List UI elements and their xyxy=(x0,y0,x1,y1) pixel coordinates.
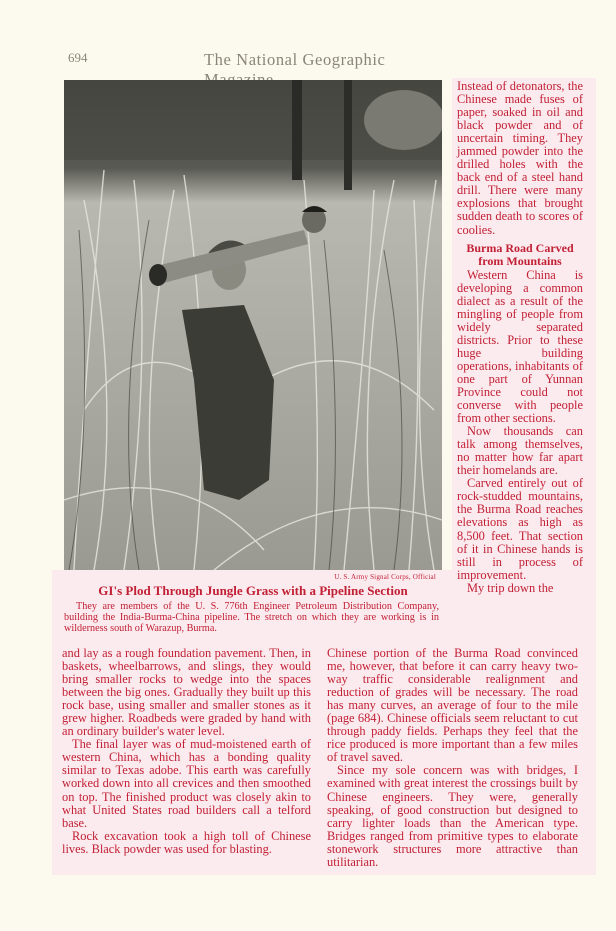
paragraph: Chinese portion of the Burma Road convinced me, however, that before it can carry heavy two-way traffic considerable realignment and reduction of grades will be necessary. The road has many curves, an average of four to the mile (page 684). Chinese officials seem reluctant to cut through paddy fields. Perhaps they feel that the rice produced is more important than a few miles of travel saved. xyxy=(327,646,578,765)
paragraph: and lay as a rough foundation pavement. Then, in baskets, wheelbarrows, and slings, they would bring smaller rocks to wedge into the spaces between the big ones. Gradually they built up this rock base, using smaller and smaller stones as it grew higher. Roadbeds were graded by hand with an ordinary builder's water level. xyxy=(62,646,311,739)
caption-title: GI's Plod Through Jungle Grass with a Pipeline Section xyxy=(98,583,408,598)
paragraph: Rock excavation took a high toll of Chinese lives. Black powder was used for blasting. xyxy=(62,828,311,856)
caption-text: They are members of the U. S. 776th Engineer Petroleum Distribution Company, building the India-Burma-China pipeline. The stretch on which they are working is in wilderness south of Warazup, Burma. xyxy=(64,601,439,634)
bottom-right-column xyxy=(327,647,578,869)
photo-credit: U. S. Army Signal Corps, Official xyxy=(334,573,436,581)
magazine-title: The National Geographic xyxy=(204,50,386,69)
section-heading xyxy=(457,242,583,268)
paragraph: Western China is developing a common dialect as a result of the mingling of people from widely separated districts. Prior to these huge building operations, inhabitants of one part of Yunnan Province could not converse with people from other sections. xyxy=(457,267,583,426)
paragraph: Now thousands can talk among themselves, no matter how far apart their homelands are. xyxy=(457,424,583,478)
photo-soldiers-in-jungle-grass xyxy=(64,80,442,570)
paragraph: The final layer was of mud-moistened earth of western China, which has a bonding quality similar to Texas adobe. This earth was carefully worked down into all crevices and then smoothed on top. The finished product was closely akin to what United States road builders call a telford base. xyxy=(62,737,311,830)
caption-body xyxy=(64,601,439,634)
paragraph: Carved entirely out of rock-studded mountains, the Burma Road reaches elevations as high as 8,500 feet. That section of it in Chinese hands is still in process of improvement. xyxy=(457,476,583,582)
heading-line-1: Burma Road Carved xyxy=(466,240,574,255)
heading-line-2: from Mountains xyxy=(478,253,562,268)
paragraph: Since my sole concern was with bridges, I examined with great interest the crossings built by Chinese engineers. They were, generally speaking, of good construction but designed to carry lighter loads than the American type. Bridges ranged from primitive types to elaborate stonework structures more attractive than utilitarian. xyxy=(327,763,578,869)
bottom-left-column xyxy=(62,647,311,856)
paragraph: My trip down the xyxy=(467,580,554,595)
paragraph: Instead of detonators, the Chinese made fuses of paper, soaked in oil and black powder and of uncertain timing. They jammed powder into the drilled holes with the back end of a steel hand drill. There were many explosions that brought sudden death to scores of coolies. xyxy=(457,79,583,237)
page-header xyxy=(68,50,442,70)
page-number: 694 xyxy=(68,50,88,65)
right-column xyxy=(457,80,583,595)
